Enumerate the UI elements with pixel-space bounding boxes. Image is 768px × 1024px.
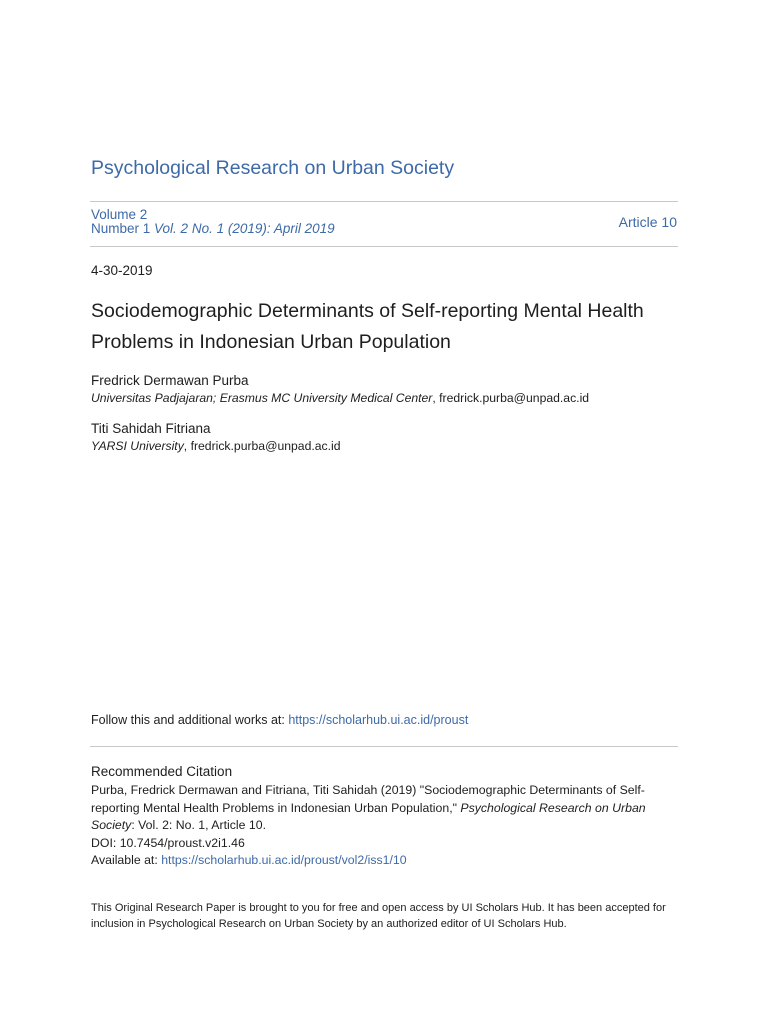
follow-link[interactable]: https://scholarhub.ui.ac.id/proust <box>288 713 469 727</box>
volume-link[interactable]: Volume 2 <box>91 207 148 222</box>
access-note: This Original Research Paper is brought to you for free and open access by UI Scholars Hub. It has been accepted for inclusion in Psychological Research on Urban Society by an authorized editor of UI Scholars Hub. <box>91 902 666 930</box>
available-label: Available at: <box>91 853 162 867</box>
issue-info <box>91 208 335 236</box>
issue-label-link[interactable] <box>154 221 335 236</box>
available-link[interactable]: https://scholarhub.ui.ac.id/proust/vol2/iss1/10 <box>161 853 407 867</box>
journal-title-link[interactable]: Psychological Research on Urban Society <box>91 157 455 179</box>
citation-block <box>91 782 676 870</box>
issue-line <box>91 221 335 236</box>
publication-date: 4-30-2019 <box>91 263 153 278</box>
follow-line <box>91 713 468 727</box>
author-affiliation <box>91 391 589 405</box>
citation-journal: Psychological Research on Urban Society <box>91 800 646 832</box>
citation-volume: : Vol. 2: No. 1, Article 10. <box>131 818 266 832</box>
author-name: Titi Sahidah Fitriana <box>91 421 211 436</box>
issue-label: Vol. 2 No. 1 (2019): April 2019 <box>154 221 335 236</box>
article-number-link[interactable]: Article 10 <box>618 214 677 230</box>
citation-doi: DOI: 10.7454/proust.v2i1.46 <box>91 835 245 850</box>
citation-text: Purba, Fredrick Dermawan and Fitriana, Titi Sahidah (2019) "Sociodemographic Determinants of Self-reporting Mental Health Problems in Indonesian Urban Population," <box>91 783 645 815</box>
divider-top <box>90 201 678 202</box>
author-email: , fredrick.purba@unpad.ac.id <box>183 439 341 453</box>
author-affiliation <box>91 439 340 453</box>
recommended-citation-heading: Recommended Citation <box>91 764 233 779</box>
number-link[interactable]: Number 1 <box>91 221 151 236</box>
affiliation-text: Universitas Padjajaran; Erasmus MC University Medical Center <box>91 391 433 405</box>
divider-citation <box>90 746 678 747</box>
affiliation-text: YARSI University <box>91 439 184 453</box>
author-email: , fredrick.purba@unpad.ac.id <box>432 391 590 405</box>
author-name: Fredrick Dermawan Purba <box>91 373 249 388</box>
follow-text: Follow this and additional works at: <box>91 713 289 727</box>
paper-title: Sociodemographic Determinants of Self-reporting Mental Health Problems in Indonesian Urban Population <box>91 300 644 353</box>
divider-issue <box>90 246 678 247</box>
